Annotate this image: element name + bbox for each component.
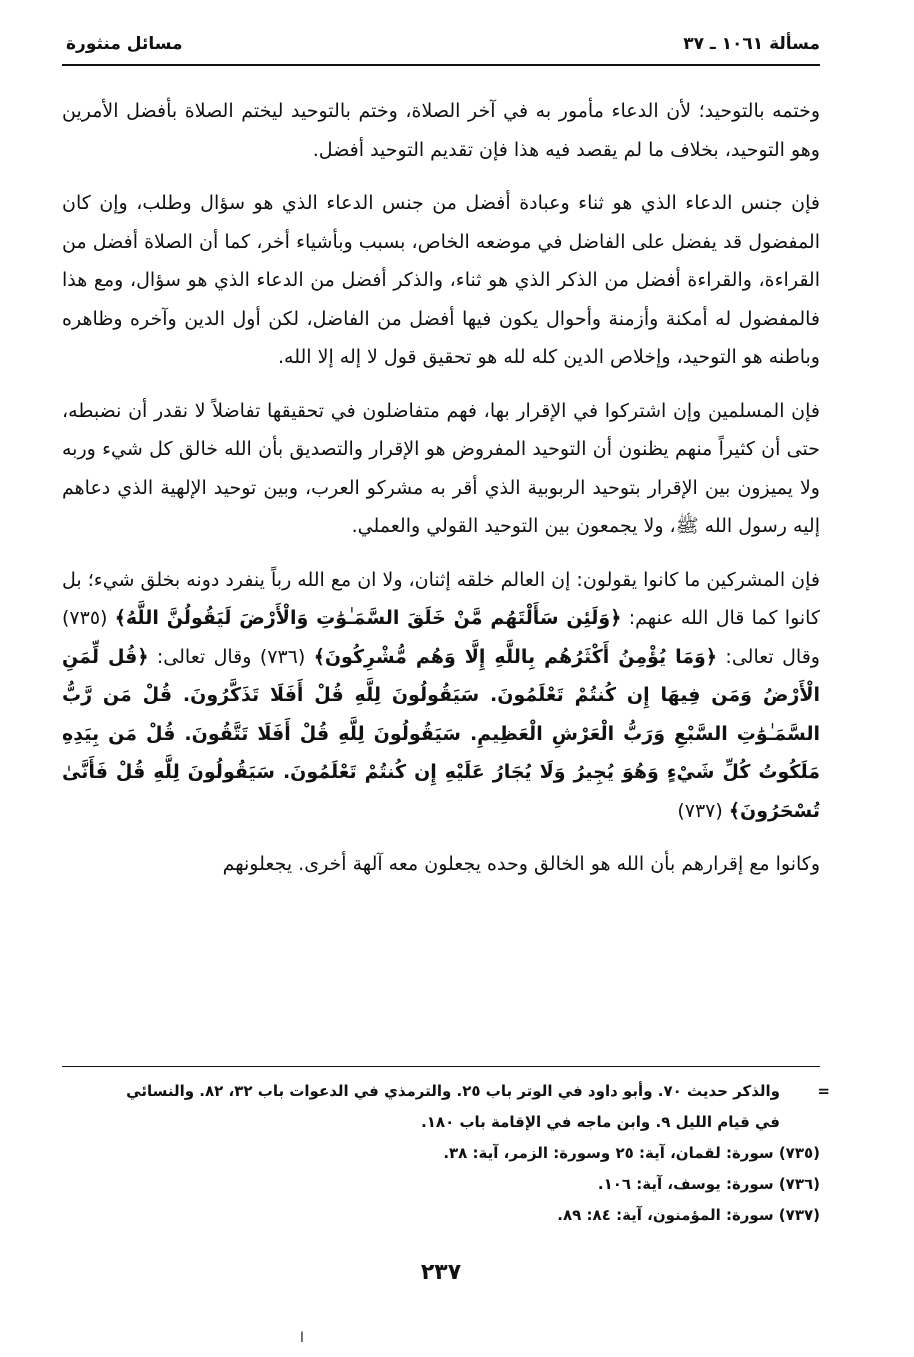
footnote-737: (٧٣٧) سورة: المؤمنون، آية: ٨٤: ٨٩. — [557, 1206, 820, 1224]
continuation-line-2: في قيام الليل ٩. وابن ماجه في الإقامة باب ١٨٠. — [421, 1113, 780, 1131]
verse-1: ﴿وَلَئِن سَأَلْتَهُم مَّنْ خَلَقَ السَّمَـٰوَٰتِ وَالْأَرْضَ لَيَقُولُنَّ اللَّهُ﴾ — [114, 607, 622, 629]
running-header — [62, 28, 820, 66]
connector-1: وقال تعالى: — [725, 645, 820, 668]
footnote-ref-736: (٧٣٦) — [259, 645, 306, 668]
quran-intro: فإن المشركين ما كانوا يقولون: إن العالم خلقه إثنان، ولا ان مع الله رباً ينفرد دونه بخلق شيء؛ بل كانوا كما قال الله عنهم: — [62, 568, 821, 629]
verse-2: ﴿وَمَا يُؤْمِنُ أَكْثَرُهُم بِاللَّهِ إِلَّا وَهُم مُّشْرِكُونَ﴾ — [313, 645, 718, 668]
paragraph-quran — [62, 561, 820, 831]
paragraph-last: وكانوا مع إقرارهم بأن الله هو الخالق وحده يجعلون معه آلهة أخرى. يجعلونهم — [222, 853, 820, 875]
continuation-mark: = — [817, 1082, 830, 1100]
paragraph-3: فإن المسلمين وإن اشتركوا في الإقرار بها، فهم متفاضلون في تحقيقها تفاضلاً لا نقدر أن نضبطه، حتى أن كثيراً منهم يظنون أن التوحيد المفروض هو الإقرار والتصديق بأن الله خالق كل شيء وربه ولا يميزون بين الإقرار بتوحيد الربوبية الذي أقر به مشركو العرب، وبين توحيد الإلهية الذي دعاهم إليه رسول الله ﷺ، ولا يجمعون بين التوحيد القولي والعملي. — [62, 399, 820, 537]
footnote-736: (٧٣٦) سورة: يوسف، آية: ١٠٦. — [597, 1175, 820, 1193]
stray-mark: ا — [300, 1330, 304, 1346]
footnote-735: (٧٣٥) سورة: لقمان، آية: ٢٥ وسورة: الزمر، آية: ٣٨. — [443, 1144, 820, 1162]
footnotes — [62, 1076, 830, 1231]
page-number: ٢٣٧ — [420, 1260, 462, 1285]
footnote-ref-737: (٧٣٧) — [677, 799, 723, 822]
paragraph-2: فإن جنس الدعاء الذي هو ثناء وعبادة أفضل من جنس الدعاء الذي هو سؤال وطلب، وإن كان المفضول قد يفضل على الفاضل في موضعه الخاص، بسبب وبأشياء أخر، كما أن الصلاة أفضل من القراءة، والقراءة أفضل من الذكر الذي هو ثناء، والذكر أفضل من الدعاء الذي هو سؤال، ومع هذا فالمفضول له أمكنة وأزمنة وأحوال يكون فيها أفضل من الفاضل، لكن أول الدين وآخره وظاهره وباطنه هو التوحيد، وإخلاص الدين كله لله هو تحقيق قول لا إله إلا الله. — [62, 192, 820, 368]
main-text — [62, 92, 820, 884]
footnote-continuation — [62, 1076, 830, 1138]
book-title: مسائل منثورة — [66, 34, 183, 54]
book-page — [62, 28, 830, 1328]
continuation-line-1: والذكر حديث ٧٠. وأبو داود في الوتر باب ٢٥. والترمذي في الدعوات باب ٣٢، ٨٢. والنسائي — [126, 1082, 780, 1100]
footnote-separator — [62, 1066, 820, 1067]
footnote-ref-735: (٧٣٥) — [62, 607, 108, 629]
verse-3: ﴿قُل لِّمَنِ الْأَرْضُ وَمَن فِيهَا إِن كُنتُمْ تَعْلَمُونَ. سَيَقُولُونَ لِلَّهِ قُلْ أَفَلَا تَذَكَّرُونَ. قُلْ مَن رَّبُّ السَّمَـٰوَٰتِ السَّبْعِ وَرَبُّ الْعَرْشِ الْعَظِيمِ. سَيَقُولُونَ لِلَّهِ قُلْ أَفَلَا تَتَّقُونَ. قُلْ مَن بِيَدِهِ مَلَكُوتُ كُلِّ شَيْءٍ وَهُوَ يُجِيرُ وَلَا يُجَارُ عَلَيْهِ إِن كُنتُمْ تَعْلَمُونَ. سَيَقُولُونَ لِلَّهِ قُلْ فَأَنَّىٰ تُسْحَرُونَ﴾ — [62, 645, 820, 822]
connector-2: وقال تعالى: — [156, 645, 252, 668]
issue-label: مسألة ١٠٦١ ـ ٣٧ — [683, 34, 820, 54]
paragraph-1: وختمه بالتوحيد؛ لأن الدعاء مأمور به في آخر الصلاة، وختم بالتوحيد ليختم الصلاة بأفضل الأمرين وهو التوحيد، بخلاف ما لم يقصد فيه هذا فإن تقديم التوحيد أفضل. — [62, 100, 820, 161]
